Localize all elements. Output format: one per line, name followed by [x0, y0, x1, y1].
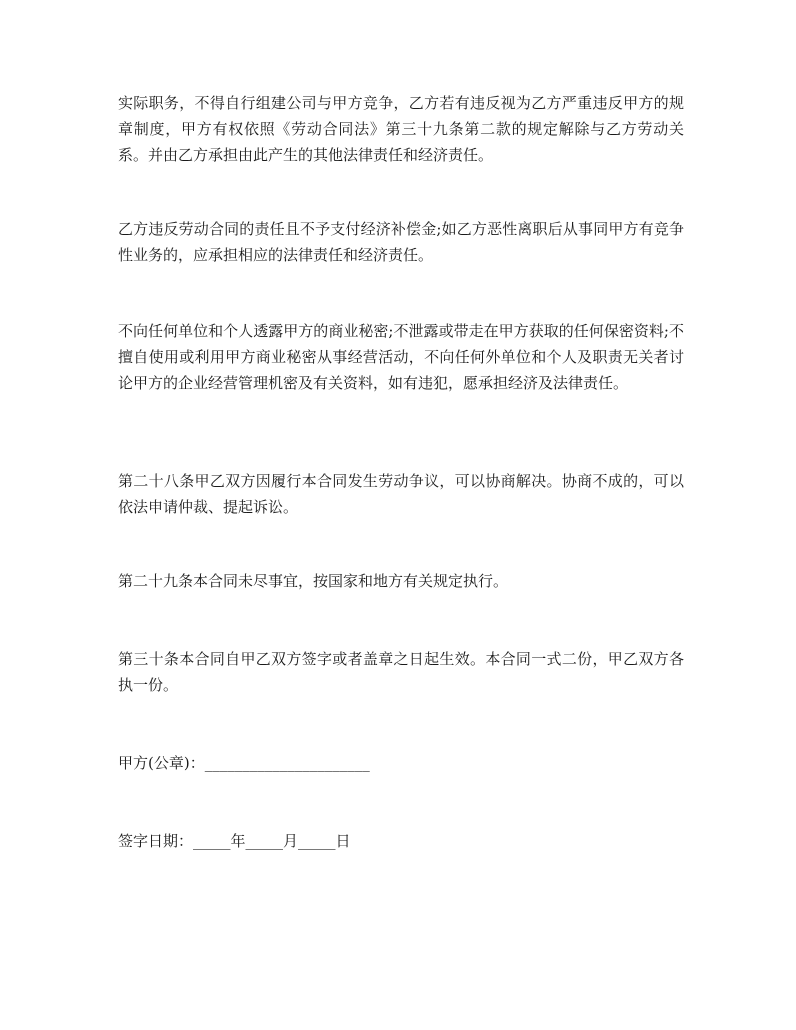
party-a-seal-line: 甲方(公章)：______________________: [118, 754, 370, 772]
article-28-paragraph: 第二十八条甲乙双方因履行本合同发生劳动争议，可以协商解决。协商不成的，可以依法申请仲裁、提起诉讼。: [118, 472, 684, 516]
article-30-paragraph: 第三十条本合同自甲乙双方签字或者盖章之日起生效。本合同一式二份，甲乙双方各执一份。: [118, 650, 684, 694]
signature-date-line: 签字日期：_____年_____月_____日: [118, 832, 351, 850]
clause-non-compete-paragraph: 实际职务，不得自行组建公司与甲方竞争，乙方若有违反视为乙方严重违反甲方的规章制度，甲方有权依照《劳动合同法》第三十九条第二款的规定解除与乙方劳动关系。并由乙方承担由此产生的其他法律责任和经济责任。: [118, 94, 684, 164]
article-29-paragraph: 第二十九条本合同未尽事宜，按国家和地方有关规定执行。: [118, 572, 509, 590]
clause-liability-paragraph: 乙方违反劳动合同的责任且不予支付经济补偿金;如乙方恶性离职后从事同甲方有竞争性业务的，应承担相应的法律责任和经济责任。: [118, 220, 684, 264]
clause-confidentiality-paragraph: 不向任何单位和个人透露甲方的商业秘密;不泄露或带走在甲方获取的任何保密资料;不擅自使用或利用甲方商业秘密从事经营活动，不向任何外单位和个人及职责无关者讨论甲方的企业经营管理机密及有关资料，如有违犯，愿承担经济及法律责任。: [118, 322, 684, 392]
